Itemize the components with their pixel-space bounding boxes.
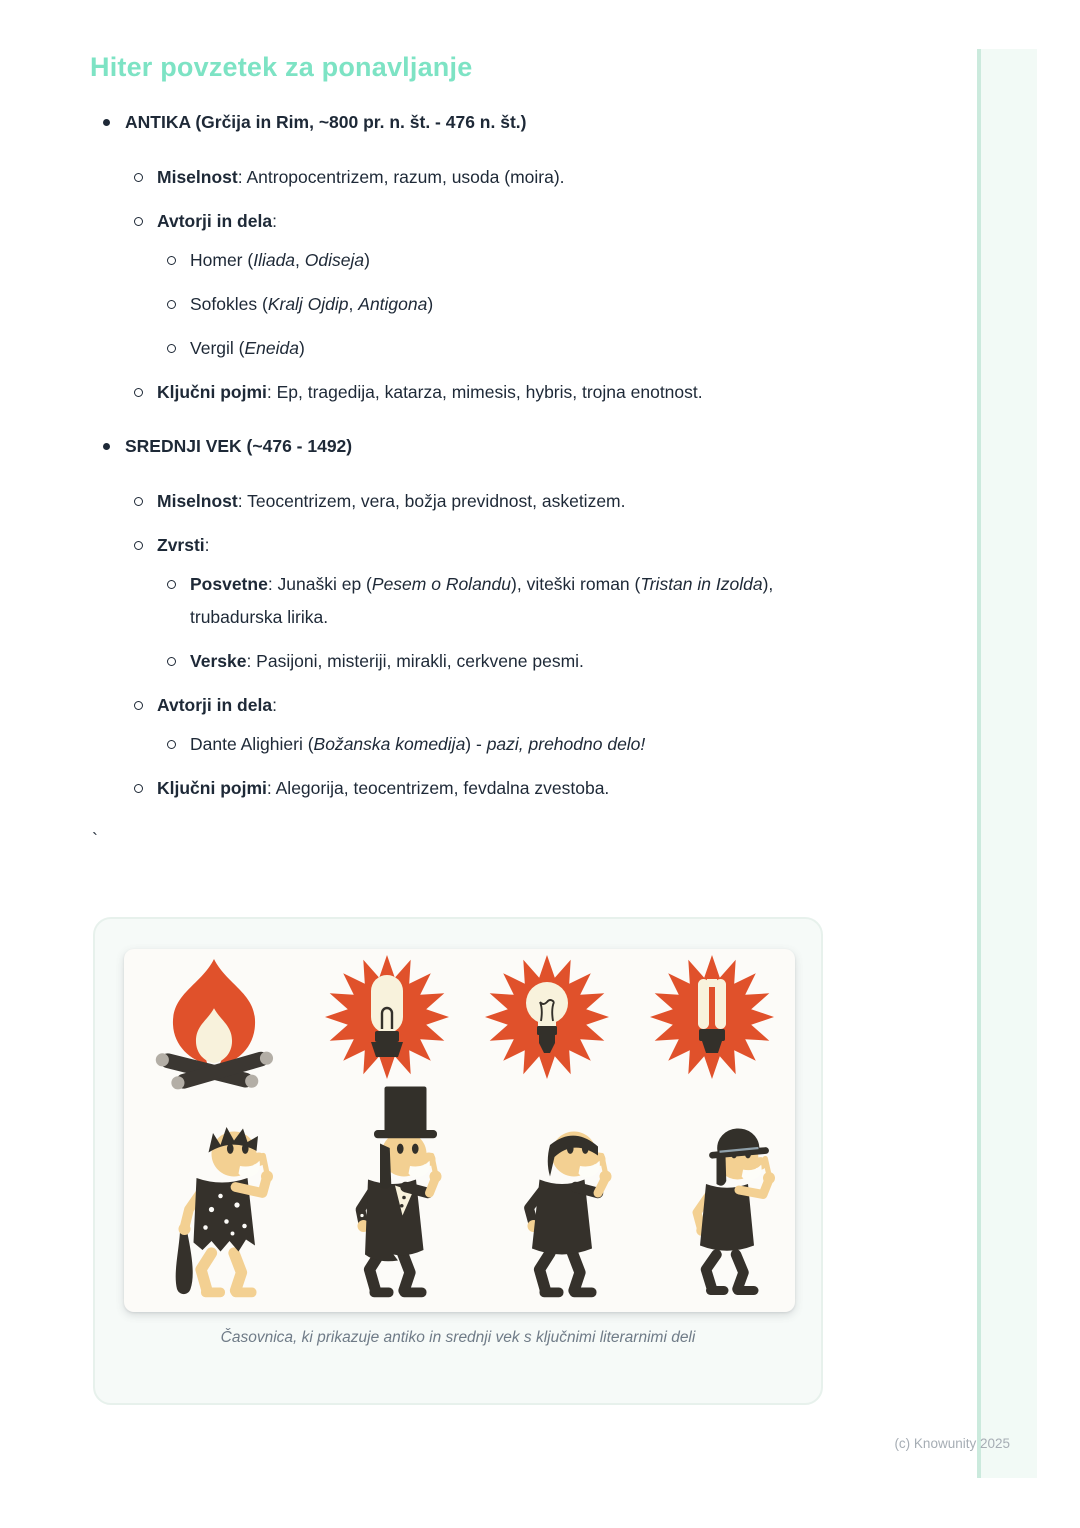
srednji-vek-sublist: [125, 485, 810, 805]
section-antika: [90, 106, 810, 409]
zvrsti-list: [157, 568, 810, 678]
incandescent-bulb-burst-icon: [325, 955, 449, 1079]
cfl-bulb-burst-icon: [650, 955, 774, 1079]
text-segment: ): [364, 250, 370, 270]
text-segment: Miselnost: [157, 491, 238, 511]
text-segment: Eneida: [244, 338, 299, 358]
text-segment: Sofokles (: [190, 294, 268, 314]
list-item: [125, 689, 810, 761]
text-segment: ): [298, 338, 305, 358]
text-segment: Iliada: [253, 250, 296, 270]
list-item: [125, 529, 810, 678]
text-segment: ), trubadurska lirika.: [190, 574, 774, 627]
timeline-illustration: [124, 949, 795, 1312]
list-item: [125, 376, 810, 409]
text-segment: ,: [295, 250, 305, 270]
text-segment: Kralj Ojdip: [267, 294, 349, 314]
list-item: [157, 728, 810, 761]
text-segment: : Junaški ep (: [267, 574, 372, 594]
text-segment: : Teocentrizem, vera, božja previdnost, asketizem.: [237, 491, 626, 511]
section-title: SREDNJI VEK (~476 - 1492): [125, 436, 353, 456]
text-segment: ) -: [465, 734, 487, 754]
caveman-figure: [176, 1127, 273, 1297]
list-item: [157, 568, 810, 634]
text-segment: Posvetne: [190, 574, 268, 594]
stray-backtick-mark: `: [92, 830, 98, 850]
text-segment: ), viteški roman (: [511, 574, 641, 594]
text-segment: :: [272, 211, 277, 231]
section-title: ANTIKA (Grčija in Rim, ~800 pr. n. št. - 476 n. št.): [125, 112, 527, 132]
list-item: [125, 161, 810, 194]
list-item: [125, 485, 810, 518]
text-segment: : Ep, tragedija, katarza, mimesis, hybris, trojna enotnost.: [266, 382, 703, 402]
text-segment: Odiseja: [304, 250, 365, 270]
list-item: [157, 288, 810, 321]
text-segment: Antigona: [358, 294, 428, 314]
list-item: [157, 244, 810, 277]
antika-authors-list: [157, 244, 810, 365]
list-item: [157, 645, 810, 678]
summary-list: [90, 106, 810, 805]
campfire-icon: [156, 959, 273, 1090]
text-segment: Zvrsti: [157, 535, 205, 555]
text-segment: Avtorji in dela: [157, 695, 273, 715]
round-bulb-burst-icon: [485, 955, 609, 1079]
list-item: [125, 205, 810, 365]
text-segment: Pesem o Rolandu: [371, 574, 512, 594]
text-segment: : Antropocentrizem, razum, usoda (moira).: [237, 167, 565, 187]
modern-man-figure: [528, 1132, 612, 1298]
text-segment: Avtorji in dela: [157, 211, 273, 231]
text-segment: Vergil (: [190, 338, 245, 358]
bowler-hat-man-figure: [696, 1128, 775, 1295]
list-item: [157, 332, 810, 365]
antika-sublist: [125, 161, 810, 409]
text-segment: Tristan in Izolda: [640, 574, 763, 594]
copyright-notice: (c) Knowunity 2025: [894, 1436, 1010, 1451]
text-segment: Božanska komedija: [313, 734, 466, 754]
text-segment: Verske: [190, 651, 247, 671]
page-title: Hiter povzetek za ponavljanje: [90, 52, 473, 82]
text-segment: ,: [348, 294, 359, 314]
figure-card: [93, 917, 823, 1405]
text-segment: Miselnost: [157, 167, 238, 187]
timeline-image[interactable]: [124, 949, 795, 1312]
text-segment: pazi, prehodno delo!: [486, 734, 646, 754]
text-segment: : Pasijoni, misteriji, mirakli, cerkvene pesmi.: [246, 651, 584, 671]
text-segment: :: [204, 535, 210, 555]
text-segment: :: [272, 695, 277, 715]
top-hat-man-figure: [358, 1087, 442, 1298]
text-segment: Ključni pojmi: [157, 778, 267, 798]
text-segment: : Alegorija, teocentrizem, fevdalna zvestoba.: [266, 778, 610, 798]
text-segment: Ključni pojmi: [157, 382, 267, 402]
summary-content: [90, 106, 810, 805]
text-segment: Dante Alighieri (: [190, 734, 314, 754]
list-item: [125, 772, 810, 805]
srednji-authors-list: [157, 728, 810, 761]
section-srednji-vek: [90, 430, 810, 805]
text-segment: Homer (: [190, 250, 254, 270]
text-segment: ): [427, 294, 434, 314]
page-edge-accent: [977, 49, 1037, 1478]
figure-caption: Časovnica, ki prikazuje antiko in srednji vek s ključnimi literarnimi deli: [220, 1329, 696, 1346]
